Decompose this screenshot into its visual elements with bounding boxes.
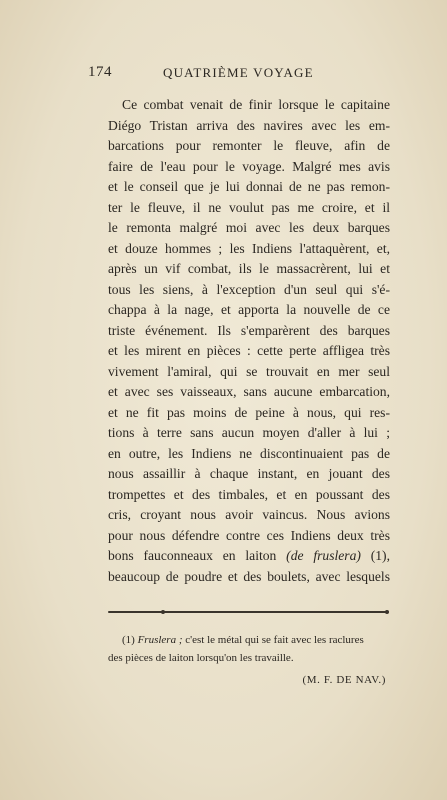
text-line: et douze hommes ; les Indiens l'attaquèrent, et, xyxy=(108,240,390,256)
footnote-signature: (M. F. DE NAV.) xyxy=(302,674,386,686)
text-line: Diégo Tristan arriva des navires avec les em- xyxy=(108,117,390,133)
text-line: nous assaillir à chaque instant, en jouant des xyxy=(108,466,390,481)
text-line: et le conseil que je lui donnai de ne pas remon- xyxy=(108,179,390,194)
italic-term: (de fruslera) xyxy=(286,548,361,563)
text-line: tous les siens, à l'exception d'un seul qui s'é- xyxy=(108,281,390,297)
text-line: après un vif combat, ils le massacrèrent, lui et xyxy=(108,261,390,276)
footnote-text: c'est le métal qui se fait avec les raclures xyxy=(182,634,364,646)
text-line: et ne fit pas moins de peine à nous, qui res- xyxy=(108,404,390,420)
text-fragment: bons fauconneaux en laiton xyxy=(108,548,277,563)
text-line: et avec ses vaisseaux, sans aucune embarcation, xyxy=(108,384,390,399)
text-line: barcations pour remonter le fleuve, afin de xyxy=(108,138,390,153)
text-line: faire de l'eau pour le voyage. Malgré mes avis xyxy=(108,158,390,174)
page-header xyxy=(0,64,447,86)
text-line: Ce combat venait de finir lorsque le capitaine xyxy=(122,97,390,112)
text-line: pour nous défendre contre ces Indiens deux très xyxy=(108,527,390,543)
footnote xyxy=(108,631,390,689)
footnote-line: des pièces de laiton lorsqu'on les travaille. xyxy=(108,652,294,664)
footnote-term: Fruslera ; xyxy=(137,634,183,646)
running-head: QUATRIÈME VOYAGE xyxy=(163,65,314,80)
text-line: vivement l'amiral, qui se trouvait en mer seul xyxy=(108,363,390,379)
text-line: triste événement. Ils s'emparèrent des barques xyxy=(108,322,390,338)
text-line-with-footnote-ref xyxy=(108,546,390,567)
footnote-marker: (1) xyxy=(122,634,135,646)
text-line: ter le fleuve, il ne voulut pas me croire, et il xyxy=(108,199,390,215)
footnote-divider xyxy=(108,611,389,613)
text-line: chappa à la nage, et apporta la nouvelle de ce xyxy=(108,302,390,317)
text-line: cris, croyant nous avoir vaincus. Nous avions xyxy=(108,507,390,522)
text-line: en outre, les Indiens ne discontinuaient pas de xyxy=(108,445,390,461)
footnote-line xyxy=(108,631,390,649)
footnote-reference: (1), xyxy=(370,548,390,563)
body-text xyxy=(108,95,390,587)
text-line: le remonta malgré moi avec les deux barques xyxy=(108,220,390,235)
text-line: et les mirent en pièces : cette perte affligea très xyxy=(108,343,390,358)
text-line: beaucoup de poudre et des boulets, avec lesquels xyxy=(108,568,390,584)
page-number: 174 xyxy=(88,64,112,80)
text-line: tions à terre sans aucun moyen d'aller à lui ; xyxy=(108,425,390,440)
text-line: trompettes et des timbales, et en poussant des xyxy=(108,486,390,502)
